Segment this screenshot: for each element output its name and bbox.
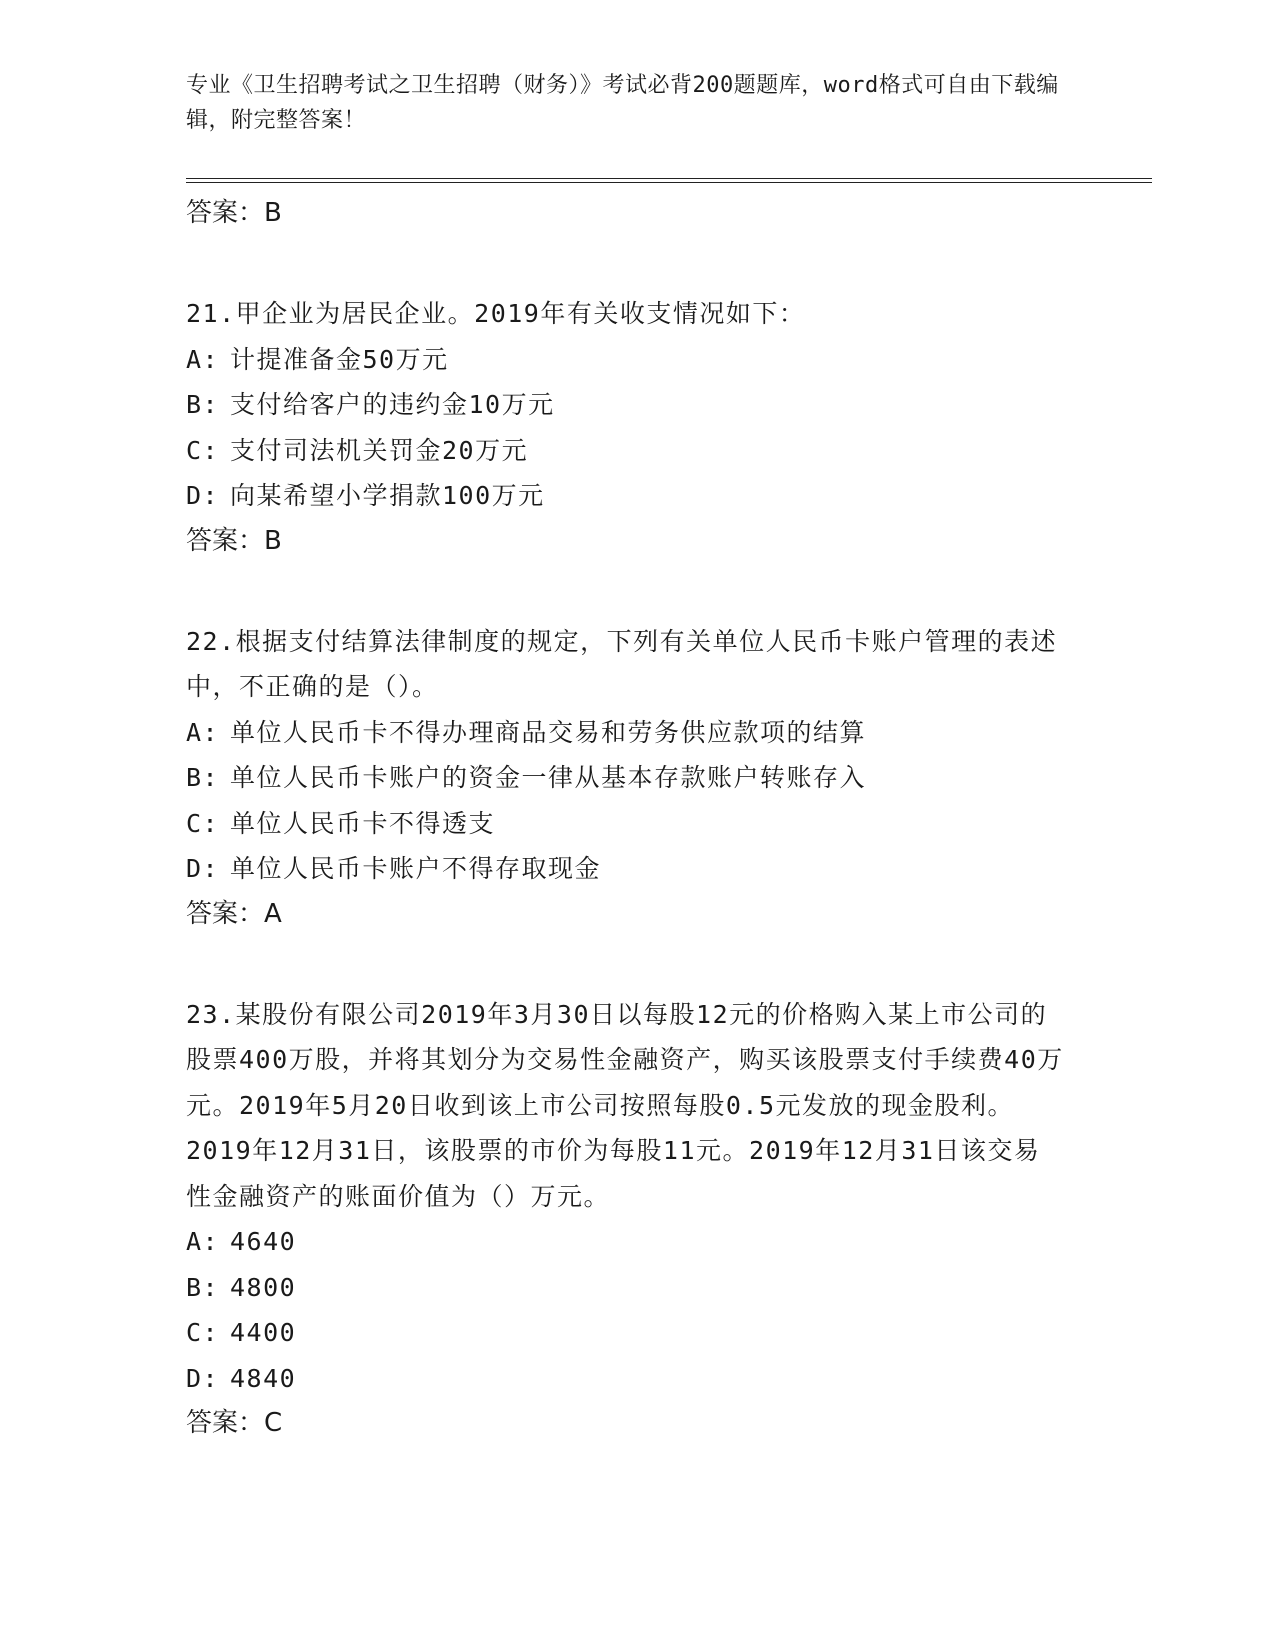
option-letter: B: xyxy=(186,763,220,792)
option-a xyxy=(186,1219,1156,1265)
question-22 xyxy=(186,619,1156,936)
option-letter: A: xyxy=(186,1227,220,1256)
question-21 xyxy=(186,291,1156,563)
option-text: 4840 xyxy=(230,1363,297,1393)
option-d xyxy=(186,1356,1156,1402)
option-letter: D: xyxy=(186,481,220,510)
option-text: 单位人民币卡不得透支 xyxy=(230,808,496,838)
option-letter: A: xyxy=(186,717,220,747)
option-c xyxy=(186,428,1156,474)
answer-line: 答案：A xyxy=(186,898,282,929)
option-text: 向某希望小学捐款100万元 xyxy=(230,481,545,510)
option-d xyxy=(186,473,1156,519)
option-letter: D: xyxy=(186,1363,220,1393)
option-text: 单位人民币卡不得办理商品交易和劳务供应款项的结算 xyxy=(230,717,867,747)
option-letter: A: xyxy=(186,344,220,374)
option-c xyxy=(186,801,1156,847)
option-a xyxy=(186,337,1156,383)
option-letter: B: xyxy=(186,390,220,419)
option-letter: C: xyxy=(186,1318,220,1347)
option-letter: D: xyxy=(186,854,220,883)
document-page xyxy=(186,68,1156,1445)
question-stem: 21.甲企业为居民企业。2019年有关收支情况如下： xyxy=(186,299,806,328)
question-stem: 22.根据支付结算法律制度的规定，下列有关单位人民币卡账户管理的表述中，不正确的是（）。 xyxy=(186,626,1058,701)
option-text: 计提准备金50万元 xyxy=(230,344,449,374)
answer-line: 答案：B xyxy=(186,198,282,228)
option-b xyxy=(186,1265,1156,1311)
option-letter: B: xyxy=(186,1272,220,1302)
option-letter: C: xyxy=(186,808,220,838)
option-text: 支付给客户的违约金10万元 xyxy=(230,390,555,419)
option-c xyxy=(186,1310,1156,1356)
option-text: 单位人民币卡账户的资金一律从基本存款账户转账存入 xyxy=(230,763,867,792)
option-b xyxy=(186,382,1156,428)
document-header: 专业《卫生招聘考试之卫生招聘（财务）》考试必背200题题库，word格式可自由下载编辑，附完整答案！ xyxy=(186,73,1059,133)
answer-line: 答案：B xyxy=(186,525,282,556)
option-letter: C: xyxy=(186,435,220,465)
option-text: 4400 xyxy=(230,1318,297,1347)
option-text: 4800 xyxy=(230,1272,297,1302)
header-divider xyxy=(186,178,1152,183)
question-23 xyxy=(186,992,1156,1446)
option-text: 支付司法机关罚金20万元 xyxy=(230,435,529,465)
option-b xyxy=(186,755,1156,801)
question-stem: 23.某股份有限公司2019年3月30日以每股12元的价格购入某上市公司的股票400万股，并将其划分为交易性金融资产，购买该股票支付手续费40万元。2019年5月20日收到该上市公司按照每股0.5元发放的现金股利。2019年12月31日，该股票的市价为每股11元。2019年12月31日该交易性金融资产的账面价值为（）万元。 xyxy=(186,999,1064,1211)
answer-line: 答案：C xyxy=(186,1408,283,1438)
option-text: 4640 xyxy=(230,1227,297,1256)
option-text: 单位人民币卡账户不得存取现金 xyxy=(230,854,602,883)
option-a xyxy=(186,710,1156,756)
option-d xyxy=(186,846,1156,892)
